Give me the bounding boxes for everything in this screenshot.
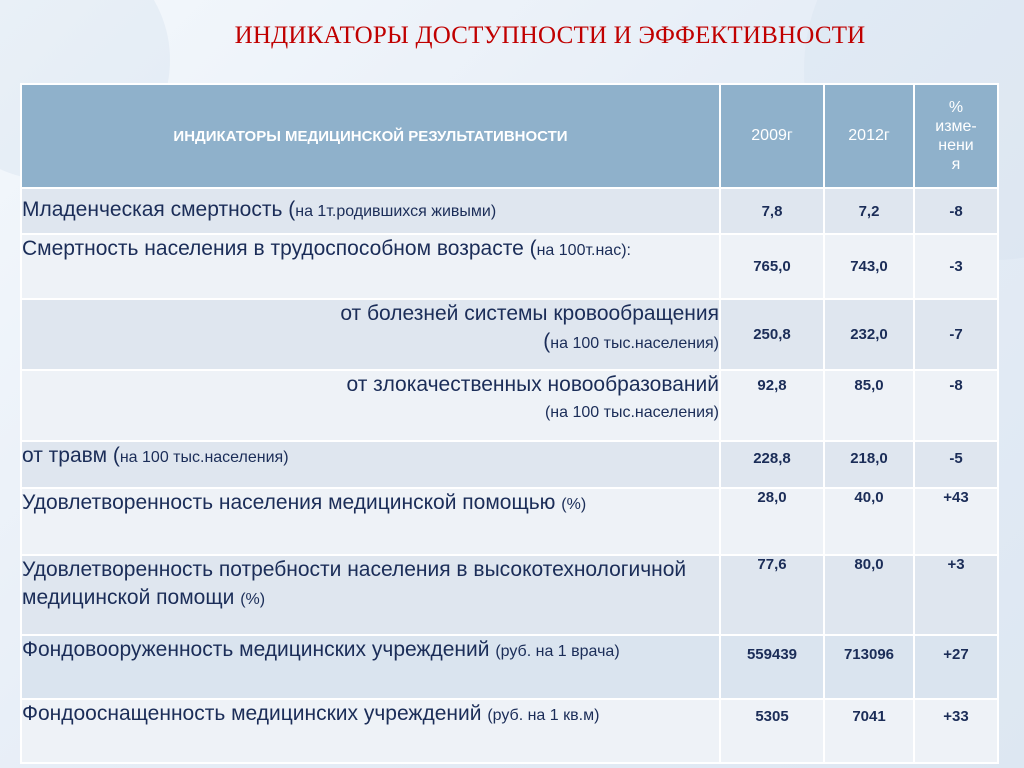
indicator-name: Младенческая смертность (на 1т.родившихся живыми) <box>21 188 720 234</box>
table-row <box>21 234 998 299</box>
value-2009: 7,8 <box>720 188 824 234</box>
header-change-line: нени <box>938 137 974 154</box>
value-2009: 228,8 <box>720 441 824 488</box>
table-row <box>21 441 998 488</box>
indicator-name: Смертность населения в трудоспособном возрасте (на 100т.нас): <box>21 234 720 299</box>
value-2012: 85,0 <box>824 370 914 441</box>
value-change: -8 <box>914 188 998 234</box>
value-2012: 7,2 <box>824 188 914 234</box>
indicator-name: от болезней системы кровообращения (на 100 тыс.населения) <box>21 299 720 370</box>
value-change: +3 <box>914 555 998 635</box>
value-2009: 92,8 <box>720 370 824 441</box>
table-row <box>21 370 998 441</box>
indicator-name: от злокачественных новообразований (на 100 тыс.населения) <box>21 370 720 441</box>
value-2009: 250,8 <box>720 299 824 370</box>
value-change: +33 <box>914 699 998 763</box>
header-change <box>914 84 998 188</box>
table-row <box>21 299 998 370</box>
value-2012: 713096 <box>824 635 914 699</box>
value-change: -7 <box>914 299 998 370</box>
value-2012: 7041 <box>824 699 914 763</box>
table-row <box>21 188 998 234</box>
header-change-line: изме- <box>935 118 977 135</box>
value-change: -8 <box>914 370 998 441</box>
value-2012: 218,0 <box>824 441 914 488</box>
page-title: ИНДИКАТОРЫ ДОСТУПНОСТИ И ЭФФЕКТИВНОСТИ <box>234 22 866 49</box>
value-2009: 765,0 <box>720 234 824 299</box>
table-row <box>21 555 998 635</box>
header-2009: 2009г <box>720 84 824 188</box>
header-indicators: ИНДИКАТОРЫ МЕДИЦИНСКОЙ РЕЗУЛЬТАТИВНОСТИ <box>21 84 720 188</box>
table-header-row <box>21 84 998 188</box>
value-2009: 77,6 <box>720 555 824 635</box>
value-change: -5 <box>914 441 998 488</box>
value-change: -3 <box>914 234 998 299</box>
table-row <box>21 635 998 699</box>
value-2012: 232,0 <box>824 299 914 370</box>
value-2009: 559439 <box>720 635 824 699</box>
table-row <box>21 699 998 763</box>
header-change-line: % <box>948 99 964 116</box>
header-2012: 2012г <box>824 84 914 188</box>
header-change-line: я <box>951 156 961 173</box>
indicator-name: Удовлетворенность потребности населения в высокотехнологичной медицинской помощи (%) <box>21 555 720 635</box>
value-2012: 743,0 <box>824 234 914 299</box>
value-change: +43 <box>914 488 998 555</box>
indicator-name: Фондооснащенность медицинских учреждений (руб. на 1 кв.м) <box>21 699 720 763</box>
indicator-name: Фондовооруженность медицинских учреждений (руб. на 1 врача) <box>21 635 720 699</box>
value-change: +27 <box>914 635 998 699</box>
indicator-name: Удовлетворенность населения медицинской помощью (%) <box>21 488 720 555</box>
value-2012: 40,0 <box>824 488 914 555</box>
table-row <box>21 488 998 555</box>
value-2012: 80,0 <box>824 555 914 635</box>
indicators-table <box>20 83 999 764</box>
indicator-name: от травм (на 100 тыс.населения) <box>21 441 720 488</box>
value-2009: 5305 <box>720 699 824 763</box>
value-2009: 28,0 <box>720 488 824 555</box>
